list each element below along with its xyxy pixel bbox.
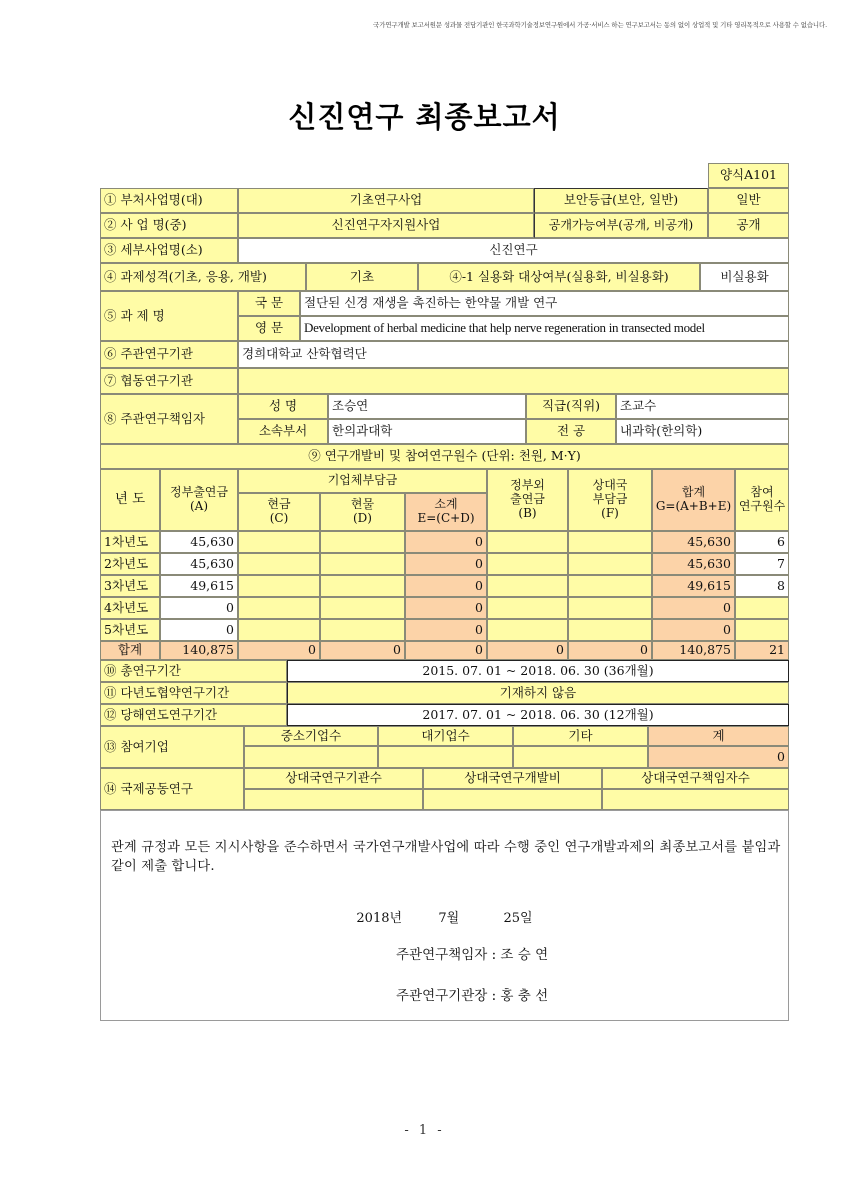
label-commercialization: ④-1 실용화 대상여부(실용화, 비실용화): [418, 263, 700, 291]
sub-program-value: 신진연구: [238, 238, 789, 263]
budget-row-partner: [568, 619, 652, 641]
label-project-title: ⑤ 과 제 명: [100, 291, 238, 341]
label-international-collaboration: ⑭ 국제공동연구: [100, 768, 244, 810]
english-title-value: Development of herbal medicine that help nerve regeneration in transected model: [300, 316, 789, 341]
current-period-value: 2017. 07. 01 ~ 2018. 06. 30 (12개월): [287, 704, 789, 726]
other-count-value: [513, 746, 648, 768]
budget-sum-cash: 0: [238, 641, 320, 660]
pi-rank-value: 조교수: [616, 394, 789, 419]
partner-pis-value: [602, 789, 789, 810]
label-project-type: ④ 과제성격(기초, 응용, 개발): [100, 263, 306, 291]
header-partner-budget: 상대국연구개발비: [423, 768, 602, 789]
company-total-value: 0: [648, 746, 789, 768]
budget-row-total: 0: [652, 619, 735, 641]
header-sme-count: 중소기업수: [244, 726, 378, 746]
budget-row-partner: [568, 597, 652, 619]
header-partner-institutions: 상대국연구기관수: [244, 768, 423, 789]
budget-row-year: 4차년도: [100, 597, 160, 619]
copyright-notice: 국가연구개발 보고서원문 성과물 전담기관인 한국과학기술정보연구원에서 가공·서비스 하는 연구보고서는 동의 없이 상업적 및 기타 영리목적으로 사용할 수 없습니다.: [373, 21, 827, 29]
budget-row-subtotal: 0: [405, 531, 487, 553]
budget-row-nongov: [487, 619, 568, 641]
budget-row-total: 49,615: [652, 575, 735, 597]
budget-row-cash: [238, 553, 320, 575]
budget-row-gov: 49,615: [160, 575, 238, 597]
sme-count-value: [244, 746, 378, 768]
header-large-corp-count: 대기업수: [378, 726, 513, 746]
large-corp-count-value: [378, 746, 513, 768]
label-disclosure: 공개가능여부(공개, 비공개): [534, 213, 708, 238]
institution-head-signature: 주관연구기관장 : 홍 충 선: [396, 988, 549, 1004]
label-korean-title: 국 문: [238, 291, 300, 316]
label-pi-name: 성 명: [238, 394, 328, 419]
header-researchers: 참여 연구원수: [735, 469, 789, 531]
pi-name-value: 조승연: [328, 394, 526, 419]
date-month: 7월: [438, 911, 460, 926]
declaration-text: 관계 규정과 모든 지시사항을 준수하면서 국가연구개발사업에 따라 수행 중인 연구개발과제의 최종보고서를 붙임과 같이 제출 합니다.: [111, 840, 781, 874]
budget-row-researchers: 8: [735, 575, 789, 597]
budget-row-kind: [320, 531, 405, 553]
header-subtotal: 소계 E=(C+D): [405, 493, 487, 531]
label-partner-institution: ⑦ 협동연구기관: [100, 368, 238, 394]
label-english-title: 영 문: [238, 316, 300, 341]
header-partner-funds: 상대국 부담금 (F): [568, 469, 652, 531]
budget-row-cash: [238, 531, 320, 553]
budget-row-researchers: 6: [735, 531, 789, 553]
label-lead-institution: ⑥ 주관연구기관: [100, 341, 238, 368]
program-value: 신진연구자지원사업: [238, 213, 534, 238]
label-pi-major: 전 공: [526, 419, 616, 444]
header-nongov-funds: 정부외 출연금 (B): [487, 469, 568, 531]
budget-sum-kind: 0: [320, 641, 405, 660]
budget-row-kind: [320, 575, 405, 597]
disclosure-value: 공개: [708, 213, 789, 238]
budget-row-subtotal: 0: [405, 619, 487, 641]
label-pi-department: 소속부서: [238, 419, 328, 444]
partner-institutions-value: [244, 789, 423, 810]
form-code: 양식A101: [708, 163, 789, 188]
header-year: 년 도: [100, 469, 160, 531]
budget-row-gov: 45,630: [160, 531, 238, 553]
budget-row-kind: [320, 619, 405, 641]
budget-row-nongov: [487, 531, 568, 553]
korean-title-value: 절단된 신경 재생을 촉진하는 한약물 개발 연구: [300, 291, 789, 316]
submission-date: [101, 907, 788, 926]
header-other-count: 기타: [513, 726, 648, 746]
budget-row-kind: [320, 553, 405, 575]
budget-sum-gov: 140,875: [160, 641, 238, 660]
date-year: 2018년: [356, 911, 403, 926]
budget-row-kind: [320, 597, 405, 619]
budget-row-year: 5차년도: [100, 619, 160, 641]
budget-row-cash: [238, 619, 320, 641]
budget-row-subtotal: 0: [405, 597, 487, 619]
budget-section-title: ⑨ 연구개발비 및 참여연구원수 (단위: 천원, M·Y): [100, 444, 789, 469]
pi-department-value: 한의과대학: [328, 419, 526, 444]
label-total-period: ⑩ 총연구기간: [100, 660, 287, 682]
budget-row-year: 2차년도: [100, 553, 160, 575]
ministry-program-value: 기초연구사업: [238, 188, 534, 213]
budget-row-cash: [238, 575, 320, 597]
header-total: 합계 G=(A+B+E): [652, 469, 735, 531]
header-cash: 현금 (C): [238, 493, 320, 531]
partner-budget-value: [423, 789, 602, 810]
header-corporate-funds: 기업체부담금: [238, 469, 487, 493]
page-number: - 1 -: [404, 1123, 445, 1138]
budget-row-gov: 0: [160, 597, 238, 619]
budget-sum-researchers: 21: [735, 641, 789, 660]
commercialization-value: 비실용화: [700, 263, 789, 291]
budget-row-year: 3차년도: [100, 575, 160, 597]
security-level-value: 일반: [708, 188, 789, 213]
header-partner-pis: 상대국연구책임자수: [602, 768, 789, 789]
page-title: 신진연구 최종보고서: [288, 100, 561, 134]
date-day: 25일: [503, 911, 533, 926]
declaration-box: [100, 810, 789, 1021]
budget-row-partner: [568, 531, 652, 553]
budget-row-year: 1차년도: [100, 531, 160, 553]
budget-row-partner: [568, 575, 652, 597]
budget-row-partner: [568, 553, 652, 575]
budget-row-nongov: [487, 597, 568, 619]
label-program: ② 사 업 명(중): [100, 213, 238, 238]
budget-row-gov: 0: [160, 619, 238, 641]
total-period-value: 2015. 07. 01 ~ 2018. 06. 30 (36개월): [287, 660, 789, 682]
label-ministry-program: ① 부처사업명(대): [100, 188, 238, 213]
budget-sum-partner: 0: [568, 641, 652, 660]
budget-row-researchers: 7: [735, 553, 789, 575]
header-gov-funds: 정부출연금 (A): [160, 469, 238, 531]
label-current-period: ⑫ 당해연도연구기간: [100, 704, 287, 726]
header-in-kind: 현물 (D): [320, 493, 405, 531]
budget-row-subtotal: 0: [405, 575, 487, 597]
project-type-value: 기초: [306, 263, 418, 291]
label-sub-program: ③ 세부사업명(소): [100, 238, 238, 263]
pi-major-value: 내과학(한의학): [616, 419, 789, 444]
label-multi-year-period: ⑪ 다년도협약연구기간: [100, 682, 287, 704]
budget-row-subtotal: 0: [405, 553, 487, 575]
label-principal-investigator: ⑧ 주관연구책임자: [100, 394, 238, 444]
budget-row-researchers: [735, 597, 789, 619]
budget-sum-nongov: 0: [487, 641, 568, 660]
budget-row-total: 0: [652, 597, 735, 619]
budget-row-total: 45,630: [652, 553, 735, 575]
budget-row-nongov: [487, 575, 568, 597]
budget-row-researchers: [735, 619, 789, 641]
budget-row-cash: [238, 597, 320, 619]
budget-sum-subtotal: 0: [405, 641, 487, 660]
budget-sum-total: 140,875: [652, 641, 735, 660]
label-pi-rank: 직급(직위): [526, 394, 616, 419]
budget-row-gov: 45,630: [160, 553, 238, 575]
budget-sum-label: 합계: [100, 641, 160, 660]
partner-institution-value: [238, 368, 789, 394]
multi-year-period-value: 기재하지 않음: [287, 682, 789, 704]
budget-row-total: 45,630: [652, 531, 735, 553]
budget-row-nongov: [487, 553, 568, 575]
label-participating-companies: ⑬ 참여기업: [100, 726, 244, 768]
pi-signature: 주관연구책임자 : 조 승 연: [396, 947, 549, 963]
header-company-total: 계: [648, 726, 789, 746]
label-security-level: 보안등급(보안, 일반): [534, 188, 708, 213]
lead-institution-value: 경희대학교 산학협력단: [238, 341, 789, 368]
